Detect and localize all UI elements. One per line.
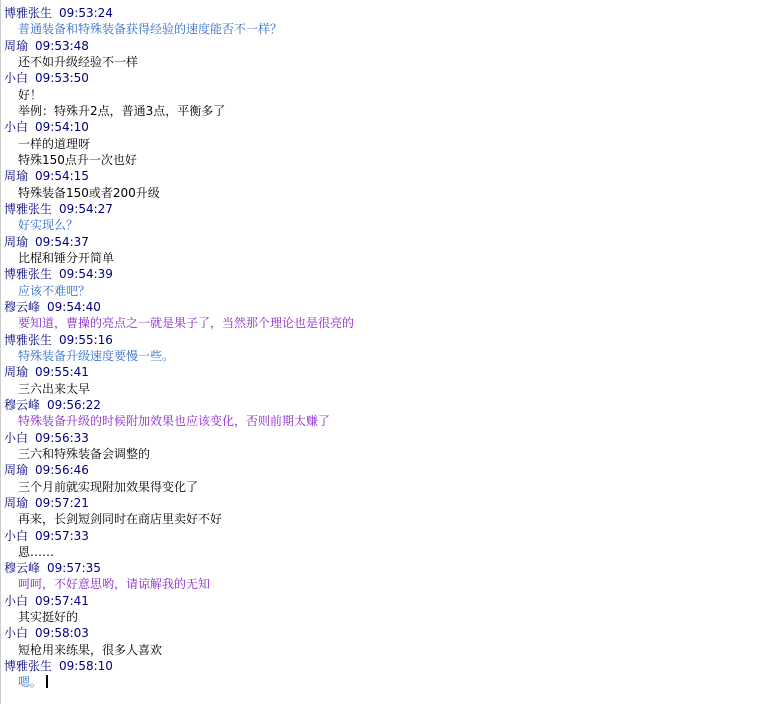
sender-name: 小白 [4, 71, 29, 86]
chat-message [4, 593, 772, 626]
message-header [4, 234, 772, 250]
message-line [4, 21, 772, 37]
timestamp: 09:54:37 [35, 234, 89, 249]
message-header [4, 593, 772, 609]
message-header [4, 397, 772, 413]
timestamp: 09:57:35 [47, 561, 101, 576]
message-text: 特殊装备升级的时候附加效果也应该变化，否则前期太赚了 [18, 414, 331, 429]
message-line [4, 381, 772, 397]
timestamp: 09:54:10 [35, 120, 89, 135]
timestamp: 09:55:16 [59, 332, 113, 347]
sender-name: 穆云峰 [4, 299, 41, 314]
message-text: 其实挺好的 [18, 610, 79, 625]
message-text: 比棍和锤分开简单 [18, 250, 115, 265]
message-header [4, 201, 772, 217]
chat-message [4, 201, 772, 234]
sender-name: 穆云峰 [4, 397, 41, 412]
message-line [4, 609, 772, 625]
message-header [4, 38, 772, 54]
message-header [4, 495, 772, 511]
timestamp: 09:55:41 [35, 365, 89, 380]
message-text: 应该不难吧？ [18, 283, 91, 298]
message-line [4, 217, 772, 233]
message-text: 好实现么？ [18, 218, 79, 233]
timestamp: 09:57:33 [35, 528, 89, 543]
sender-name: 小白 [4, 430, 29, 445]
chat-message [4, 168, 772, 201]
chat-message [4, 119, 772, 168]
message-header [4, 528, 772, 544]
chat-message [4, 234, 772, 267]
chat-message [4, 560, 772, 593]
chat-message [4, 5, 772, 38]
sender-name: 小白 [4, 120, 29, 135]
sender-name: 小白 [4, 626, 29, 641]
message-line [4, 185, 772, 201]
chat-message [4, 364, 772, 397]
message-text: 三六和特殊装备会调整的 [18, 446, 151, 461]
chat-message [4, 397, 772, 430]
chat-message [4, 528, 772, 561]
message-header [4, 625, 772, 641]
message-line [4, 479, 772, 495]
message-line [4, 152, 772, 168]
timestamp: 09:57:41 [35, 593, 89, 608]
message-text: 一样的道理呀 [18, 136, 91, 151]
message-text: 普通装备和特殊装备获得经验的速度能否不一样？ [18, 22, 283, 37]
message-text: 特殊装备升级速度要慢一些。 [18, 348, 175, 363]
sender-name: 博雅张生 [4, 6, 53, 20]
timestamp: 09:56:46 [35, 463, 89, 478]
message-header [4, 70, 772, 86]
message-text: 特殊装备150或者200升级 [18, 185, 160, 200]
chat-message [4, 38, 772, 71]
message-text: 好！ [18, 87, 43, 102]
message-line [4, 446, 772, 462]
message-line [4, 511, 772, 527]
timestamp: 09:56:22 [47, 397, 101, 412]
message-header [4, 364, 772, 380]
chat-message [4, 495, 772, 528]
message-line [4, 576, 772, 592]
timestamp: 09:53:48 [35, 38, 89, 53]
chat-message [4, 462, 772, 495]
sender-name: 周瑜 [4, 169, 29, 184]
message-header [4, 430, 772, 446]
message-header [4, 560, 772, 576]
message-line [4, 315, 772, 331]
sender-name: 周瑜 [4, 234, 29, 249]
sender-name: 周瑜 [4, 38, 29, 53]
chat-message [4, 299, 772, 332]
timestamp: 09:54:15 [35, 169, 89, 184]
message-header [4, 266, 772, 282]
message-line [4, 54, 772, 70]
message-header [4, 5, 772, 21]
message-line [4, 642, 772, 658]
message-text: 还不如升级经验不一样 [18, 54, 139, 69]
chat-message [4, 70, 772, 119]
message-header [4, 332, 772, 348]
timestamp: 09:54:39 [59, 267, 113, 282]
message-line [4, 348, 772, 364]
message-line [4, 283, 772, 299]
timestamp: 09:54:40 [47, 299, 101, 314]
sender-name: 周瑜 [4, 365, 29, 380]
message-text: 再来，长剑短剑同时在商店里卖好不好 [18, 512, 223, 527]
message-text: 三六出来太早 [18, 381, 91, 396]
timestamp: 09:57:21 [35, 495, 89, 510]
timestamp: 09:53:24 [59, 6, 113, 20]
message-header [4, 119, 772, 135]
message-line [4, 413, 772, 429]
message-text: 举例：特殊升2点，普通3点，平衡多了 [18, 103, 226, 118]
sender-name: 博雅张生 [4, 201, 53, 216]
chat-message [4, 332, 772, 365]
message-text: 三个月前就实现附加效果得变化了 [18, 479, 199, 494]
message-line [4, 544, 772, 560]
sender-name: 博雅张生 [4, 659, 53, 674]
message-header [4, 299, 772, 315]
chat-message [4, 266, 772, 299]
message-line [4, 136, 772, 152]
message-line [4, 103, 772, 119]
message-text: 呵呵，不好意思哟，请谅解我的无知 [18, 577, 211, 592]
timestamp: 09:58:03 [35, 626, 89, 641]
sender-name: 小白 [4, 593, 29, 608]
sender-name: 小白 [4, 528, 29, 543]
message-text: 嗯。 [18, 675, 43, 690]
message-header [4, 168, 772, 184]
sender-name: 周瑜 [4, 495, 29, 510]
message-text: 恩…… [18, 544, 55, 559]
sender-name: 博雅张生 [4, 267, 53, 282]
chat-message [4, 430, 772, 463]
message-header [4, 462, 772, 478]
timestamp: 09:58:10 [59, 659, 113, 674]
message-text: 要知道，曹操的亮点之一就是果子了，当然那个理论也是很亮的 [18, 316, 355, 331]
chat-message [4, 658, 772, 691]
message-text: 短枪用来练果，很多人喜欢 [18, 642, 163, 657]
sender-name: 博雅张生 [4, 332, 53, 347]
text-cursor [46, 675, 48, 688]
chat-history-area[interactable] [1, 0, 772, 691]
message-line [4, 250, 772, 266]
message-header [4, 658, 772, 674]
sender-name: 周瑜 [4, 463, 29, 478]
timestamp: 09:56:33 [35, 430, 89, 445]
message-text: 特殊150点升一次也好 [18, 152, 137, 167]
message-line [4, 87, 772, 103]
message-line [4, 674, 772, 690]
sender-name: 穆云峰 [4, 561, 41, 576]
timestamp: 09:53:50 [35, 71, 89, 86]
timestamp: 09:54:27 [59, 201, 113, 216]
chat-message [4, 625, 772, 658]
